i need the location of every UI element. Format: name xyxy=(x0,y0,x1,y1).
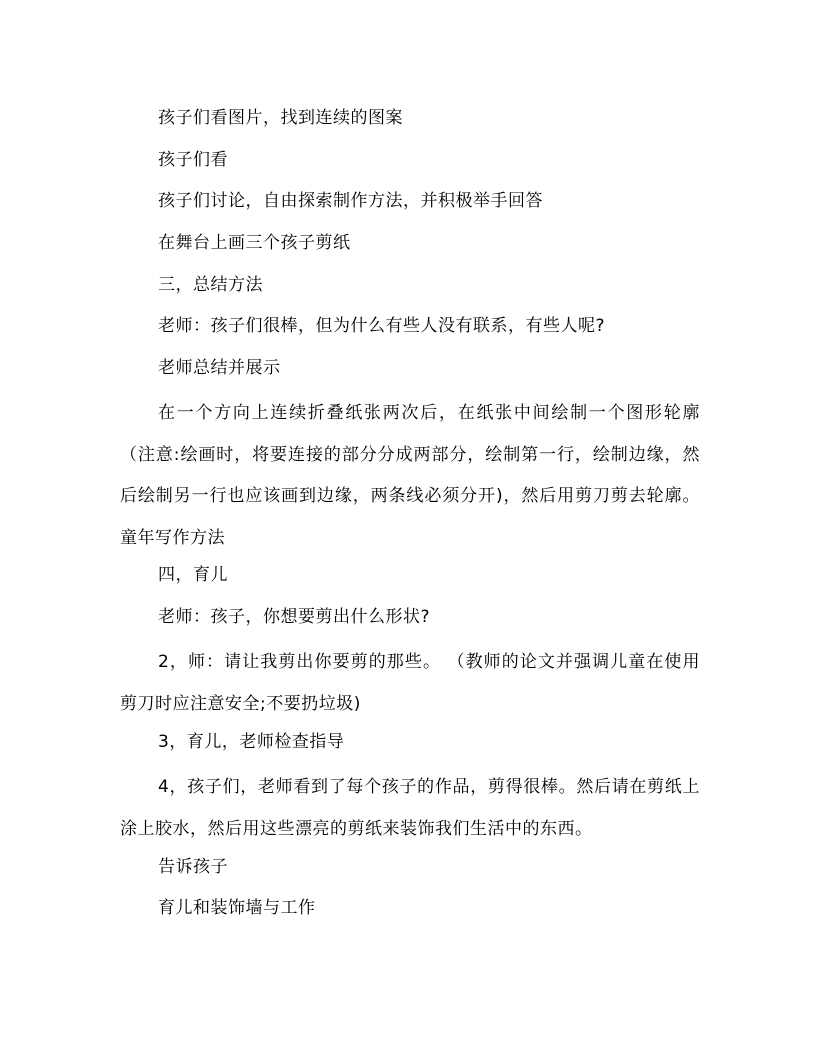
paragraph-10: 老师：孩子，你想要剪出什么形状? xyxy=(158,607,431,627)
paragraph-15: 育儿和装饰墙与工作 xyxy=(158,898,316,918)
paragraph-6: 老师：孩子们很棒，但为什么有些人没有联系，有些人呢? xyxy=(158,316,606,336)
paragraph-2: 孩子们看 xyxy=(158,150,228,170)
paragraph-4: 在舞台上画三个孩子剪纸 xyxy=(158,233,351,253)
paragraph-14: 告诉孩子 xyxy=(158,857,228,877)
section-heading-summary: 三，总结方法 xyxy=(158,275,263,295)
paragraph-1: 孩子们看图片，找到连续的图案 xyxy=(158,108,403,128)
paragraph-7: 老师总结并展示 xyxy=(158,358,281,378)
paragraph-3: 孩子们讨论，自由探索制作方法，并积极举手回答 xyxy=(158,191,543,211)
paragraph-11: 2，师：请让我剪出你要剪的那些。 （教师的论文并强调儿童在使用剪刀时应注意安全;不要扔垃圾) xyxy=(120,652,700,714)
paragraph-12: 3，育儿，老师检查指导 xyxy=(158,732,345,752)
paragraph-8: 在一个方向上连续折叠纸张两次后，在纸张中间绘制一个图形轮廓（注意:绘画时，将要连接的部分分成两部分，绘制第一行，绘制边缘，然后绘制另一行也应该画到边缘，两条线必须分开)，然后用剪刀剪去轮廓。童年写作方法 xyxy=(120,403,700,548)
section-heading-parenting: 四，育儿 xyxy=(158,565,228,585)
paragraph-13: 4，孩子们，老师看到了每个孩子的作品，剪得很棒。然后请在剪纸上涂上胶水，然后用这些漂亮的剪纸来装饰我们生活中的东西。 xyxy=(120,777,700,839)
